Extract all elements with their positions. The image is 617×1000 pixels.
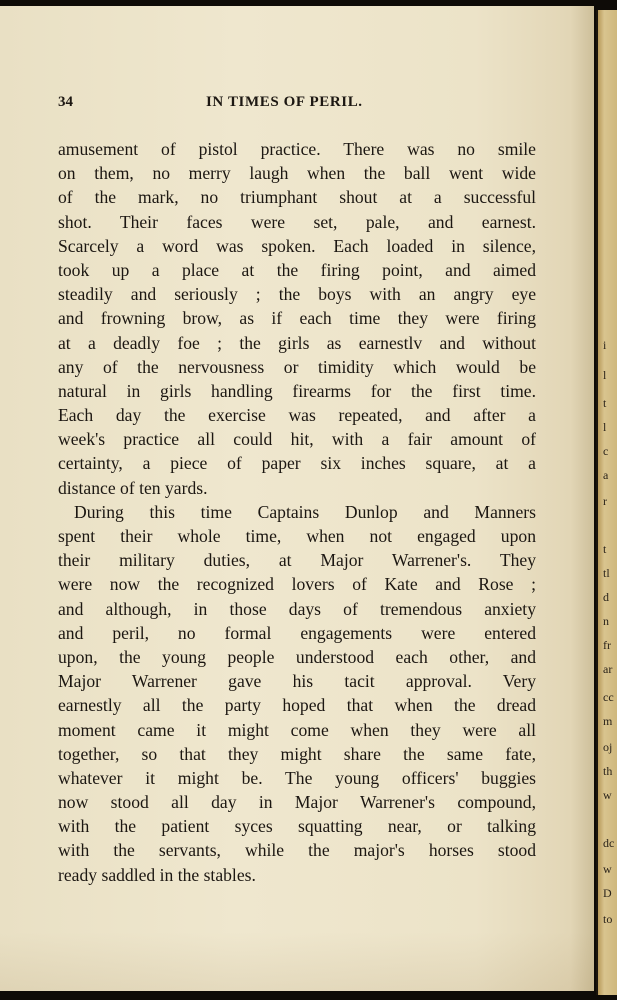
body-text <box>58 137 536 887</box>
text-line: whatever it might be. The young officers' buggies <box>58 767 536 788</box>
text-line: earnestly all the party hoped that when the dread <box>58 695 536 716</box>
next-page-fragment: dc <box>603 836 615 850</box>
next-page-fragment: D <box>603 886 612 900</box>
next-page-fragment: cc <box>603 690 614 704</box>
next-page-fragment: th <box>603 764 613 778</box>
running-title: IN TIMES OF PERIL. <box>206 94 363 110</box>
next-page-fragment: oj <box>603 740 613 754</box>
next-page-fragment: ar <box>603 662 613 676</box>
page-bottom-edge <box>0 991 594 1000</box>
text-line: of the mark, no triumphant shout at a successful <box>58 187 536 208</box>
text-line: together, so that they might share the same fate, <box>58 743 536 764</box>
next-page-fragment: d <box>603 590 609 604</box>
next-page-fragment: m <box>603 714 613 728</box>
text-line: Major Warrener gave his tacit approval. Very <box>58 671 536 692</box>
text-line: their military duties, at Major Warrener's. They <box>58 550 536 571</box>
next-page-fragment: n <box>603 614 609 628</box>
next-page-fragment: i <box>603 338 607 352</box>
text-line: spent their whole time, when not engaged upon <box>58 526 536 546</box>
text-line: took up a place at the firing point, and aimed <box>58 259 536 280</box>
text-line: week's practice all could hit, with a fair amount of <box>58 429 536 450</box>
text-line: with the patient syces squatting near, or talking <box>58 816 536 837</box>
adjacent-page-edge <box>596 10 617 995</box>
next-page-fragment: w <box>603 862 612 876</box>
text-line: natural in girls handling firearms for the first time. <box>58 380 536 401</box>
text-line: with the servants, while the major's horses stood <box>58 840 536 861</box>
next-page-fragment: w <box>603 788 612 802</box>
text-line: moment came it might come when they were all <box>58 719 536 740</box>
text-line: any of the nervousness or timidity which would be <box>58 356 536 377</box>
text-line: and frowning brow, as if each time they were firing <box>58 308 536 329</box>
next-page-fragment: l <box>603 420 607 434</box>
text-line: During this time Captains Dunlop and Manners <box>74 501 536 522</box>
page-header <box>58 94 538 114</box>
text-line: ready saddled in the stables. <box>58 864 256 885</box>
text-line: upon, the young people understood each other, and <box>58 646 536 667</box>
next-page-fragment: c <box>603 444 609 458</box>
text-line: steadily and seriously ; the boys with an angry eye <box>58 284 536 305</box>
text-line: were now the recognized lovers of Kate and Rose ; <box>58 574 536 595</box>
text-line: distance of ten yards. <box>58 477 208 498</box>
next-page-fragment: l <box>603 368 607 382</box>
text-line: shot. Their faces were set, pale, and earnest. <box>58 211 536 232</box>
next-page-fragment: t <box>603 396 607 410</box>
next-page-fragment: r <box>603 494 607 508</box>
text-line: at a deadly foe ; the girls as earnestlv and without <box>58 332 536 353</box>
page-number: 34 <box>58 94 73 110</box>
text-line: on them, no merry laugh when the ball went wide <box>58 163 536 184</box>
text-line: Each day the exercise was repeated, and after a <box>58 405 536 426</box>
text-line: amusement of pistol practice. There was no smile <box>58 139 536 159</box>
next-page-fragment: fr <box>603 638 611 652</box>
next-page-fragment: a <box>603 468 609 482</box>
text-line: Scarcely a word was spoken. Each loaded in silence, <box>58 235 536 256</box>
next-page-fragment: t <box>603 542 607 556</box>
text-line: now stood all day in Major Warrener's compound, <box>58 792 536 813</box>
next-page-fragment: tl <box>603 566 610 580</box>
text-line: and peril, no formal engagements were entered <box>58 622 536 643</box>
text-line: certainty, a piece of paper six inches square, at a <box>58 453 536 474</box>
next-page-fragment: to <box>603 912 613 926</box>
text-line: and although, in those days of tremendous anxiety <box>58 598 536 619</box>
